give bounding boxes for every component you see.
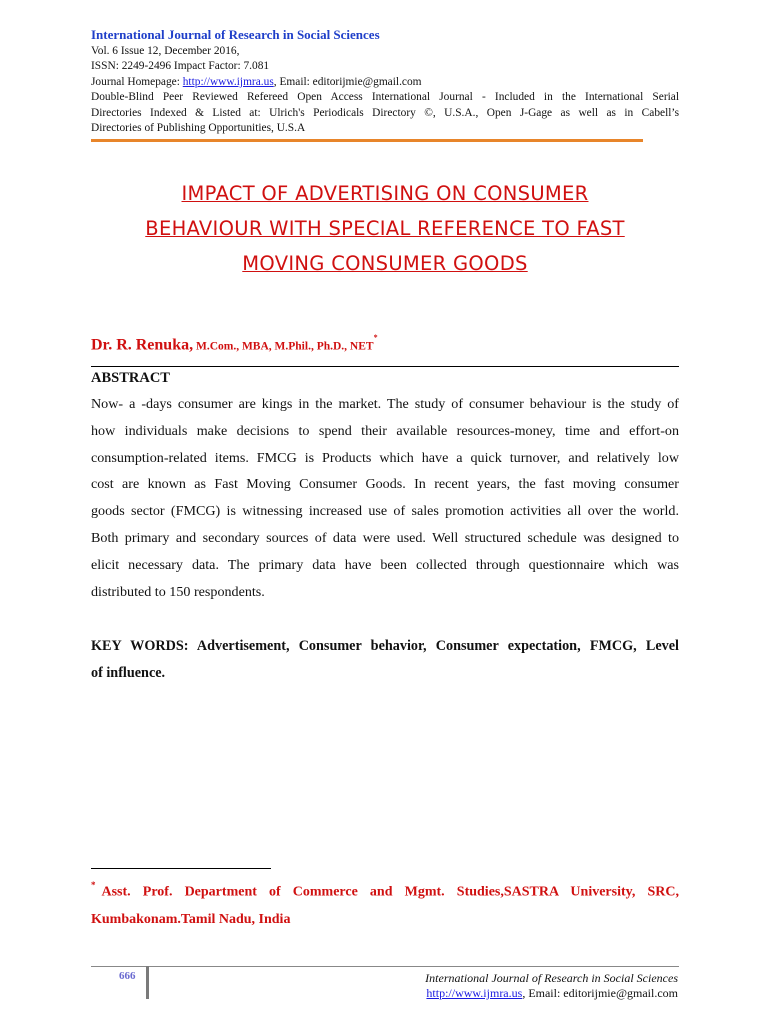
issn-line: ISSN: 2249-2496 Impact Factor: 7.081	[91, 60, 270, 73]
footer-divider	[91, 966, 679, 967]
footer-journal-name: International Journal of Research in Social Sciences	[425, 971, 678, 985]
keywords-line-2: of influence.	[91, 664, 166, 681]
abstract-line: consumption-related items. FMCG is Products which have a quick turnover, and relatively low	[91, 449, 679, 466]
abstract-line: cost are known as Fast Moving Consumer Goods. In recent years, the fast moving consumer	[91, 476, 679, 493]
abstract-line: Now- a -days consumer are kings in the market. The study of consumer behaviour is the study of	[91, 396, 679, 412]
abstract-body	[91, 391, 679, 605]
footnote-mark: *	[91, 880, 96, 890]
title-line-3: MOVING CONSUMER GOODS	[242, 252, 528, 275]
journal-name: International Journal of Research in Social Sciences	[91, 27, 380, 42]
author-footnote-mark: *	[373, 333, 378, 342]
journal-info	[91, 44, 679, 136]
keywords-line-1: KEY WORDS: Advertisement, Consumer behavior, Consumer expectation, FMCG, Level	[91, 638, 679, 654]
abstract-line: goods sector (FMCG) is witnessing increased use of sales promotion activities all over the world.	[91, 503, 679, 520]
volume-line: Vol. 6 Issue 12, December 2016,	[91, 45, 240, 57]
abstract-heading: ABSTRACT	[91, 370, 170, 386]
footer-url-link[interactable]: http://www.ijmra.us	[426, 986, 523, 1000]
footnote-divider	[91, 868, 271, 869]
author-line	[91, 333, 378, 354]
footnote-text: Asst. Prof. Department of Commerce and Mgmt. Studies,SASTRA University, SRC,	[101, 884, 679, 900]
footnote-line-1	[91, 874, 679, 906]
indexing-line-2: Directories Indexed & Listed at: Ulrich's Periodicals Directory ©, U.S.A., Open J-Gage as well as in Cabell’s	[91, 106, 679, 119]
keywords	[91, 633, 679, 687]
title-line-2: BEHAVIOUR WITH SPECIAL REFERENCE TO FAST	[145, 217, 625, 240]
footer-contact	[300, 986, 678, 1001]
footer-vertical-bar	[146, 966, 149, 999]
email-text: , Email: editorijmie@gmail.com	[273, 75, 422, 88]
indexing-line-1: Double-Blind Peer Reviewed Refereed Open Access International Journal - Included in the International Serial	[91, 91, 679, 104]
abstract-line: distributed to 150 respondents.	[91, 583, 265, 600]
article-title	[91, 176, 679, 281]
homepage-label: Journal Homepage:	[91, 75, 183, 88]
footnote-line-2: Kumbakonam.Tamil Nadu, India	[91, 911, 291, 927]
homepage-link[interactable]: http://www.ijmra.us	[182, 75, 274, 88]
homepage-line	[91, 75, 679, 90]
title-line-1: IMPACT OF ADVERTISING ON CONSUMER	[181, 182, 589, 205]
indexing-line-3: Directories of Publishing Opportunities, U.S.A	[91, 122, 306, 135]
header-divider	[91, 139, 643, 142]
author-divider	[91, 366, 679, 367]
footer-info	[300, 971, 678, 1001]
author-qualifications: M.Com., MBA, M.Phil., Ph.D., NET	[193, 340, 374, 353]
abstract-line: Both primary and secondary sources of data were used. Well structured schedule was designed to	[91, 529, 679, 546]
abstract-line: how individuals make decisions to spend their available resources-money, time and effort-on	[91, 422, 679, 439]
author-name: Dr. R. Renuka,	[91, 336, 194, 354]
author-affiliation-footnote	[91, 874, 679, 933]
footer-email: , Email: editorijmie@gmail.com	[522, 986, 678, 1000]
page-number: 666	[119, 970, 136, 982]
abstract-line: elicit necessary data. The primary data have been collected through questionnaire which was	[91, 556, 679, 573]
